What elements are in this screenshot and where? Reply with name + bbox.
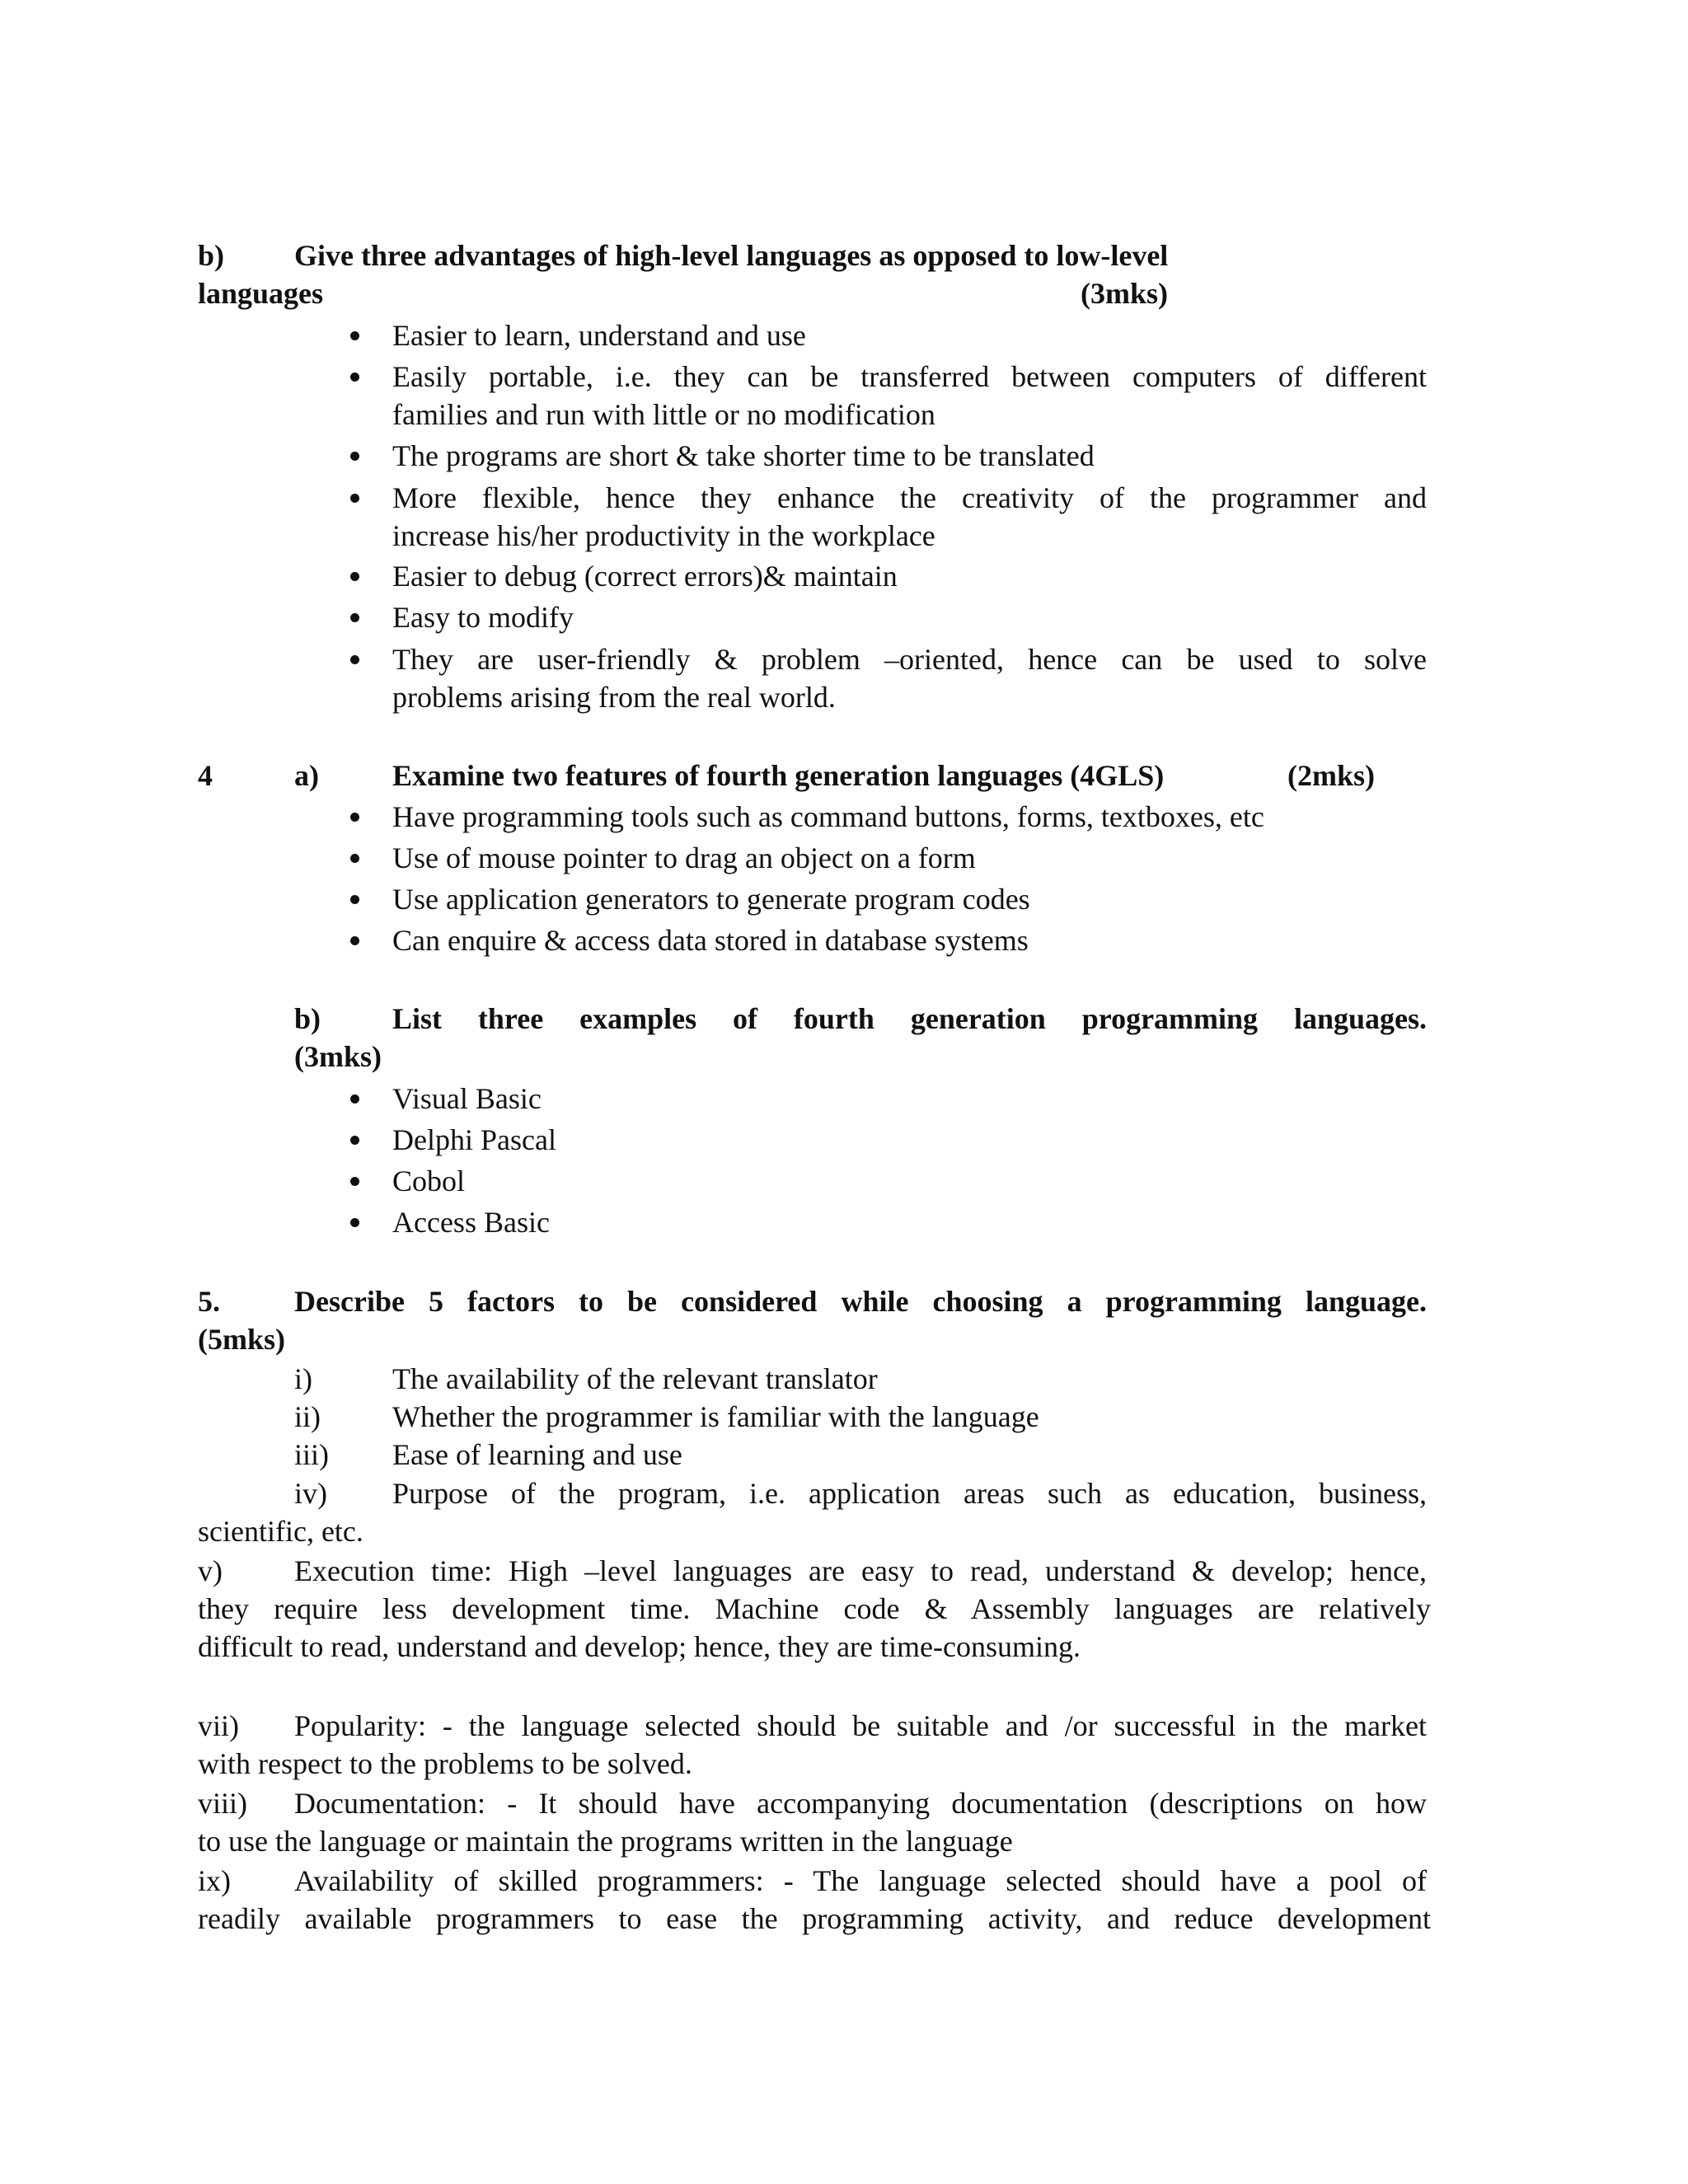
bullet-icon (350, 655, 359, 664)
q3b-label: b) (198, 239, 225, 272)
list-item: Have programming tools such as command buttons, forms, textboxes, etc (392, 800, 1264, 833)
list-item-continuation: problems arising from the real world. (392, 681, 836, 714)
list-item-continuation: increase his/her productivity in the workplace (392, 519, 935, 552)
q5-marks: (5mks) (198, 1323, 285, 1356)
bullet-icon (350, 613, 359, 622)
q3b-question-line1: Give three advantages of high-level languages as opposed to low-level (294, 239, 1169, 272)
q4b-marks: (3mks) (294, 1040, 382, 1073)
factor-text-continuation: scientific, etc. (198, 1515, 363, 1548)
factor-number: vii) (198, 1709, 239, 1742)
list-item: Can enquire & access data stored in database systems (392, 924, 1029, 957)
list-item: Visual Basic (392, 1082, 542, 1115)
q3b-question-line2: languages (198, 277, 324, 310)
factor-text: Execution time: High –level languages are easy to read, understand & develop; hence, (294, 1554, 1427, 1587)
list-item: Access Basic (392, 1206, 550, 1239)
bullet-icon (350, 854, 359, 863)
factor-text-continuation: readily available programmers to ease the programming activity, and reduce development (198, 1902, 1431, 1935)
list-item: Easily portable, i.e. they can be transferred between computers of different (392, 360, 1427, 393)
q3b-marks: (3mks) (1081, 277, 1168, 310)
list-item: Cobol (392, 1165, 466, 1197)
factor-text: Availability of skilled programmers: - The language selected should have a pool of (294, 1864, 1427, 1897)
list-item: The programs are short & take shorter time to be translated (392, 439, 1095, 472)
factor-number: i) (294, 1362, 312, 1395)
bullet-icon (350, 895, 359, 904)
factor-text: Popularity: - the language selected should be suitable and /or successful in the market (294, 1709, 1427, 1742)
factor-text: Whether the programmer is familiar with the language (392, 1400, 1039, 1433)
factor-number: v) (198, 1554, 223, 1587)
list-item: Easy to modify (392, 601, 574, 634)
bullet-icon (350, 452, 359, 461)
bullet-icon (350, 331, 359, 340)
list-item: Delphi Pascal (392, 1123, 556, 1156)
list-item: Use of mouse pointer to drag an object on a form (392, 841, 976, 874)
factor-text: Purpose of the program, i.e. application areas such as education, business, (392, 1477, 1427, 1510)
bullet-icon (350, 373, 359, 382)
q4b-question: List three examples of fourth generation programming languages. (392, 1002, 1427, 1035)
q4a-marks: (2mks) (1287, 759, 1375, 792)
bullet-icon (350, 1094, 359, 1104)
bullet-icon (350, 936, 359, 945)
factor-number: iii) (294, 1438, 329, 1471)
list-item: Use application generators to generate program codes (392, 883, 1030, 916)
factor-number: iv) (294, 1477, 327, 1510)
bullet-icon (350, 1136, 359, 1145)
factor-number: viii) (198, 1787, 247, 1820)
bullet-icon (350, 813, 359, 822)
factor-number: ii) (294, 1400, 321, 1433)
list-item: More flexible, hence they enhance the creativity of the programmer and (392, 481, 1427, 514)
bullet-icon (350, 494, 359, 503)
bullet-icon (350, 1218, 359, 1227)
list-item: Easier to learn, understand and use (392, 319, 806, 352)
factor-number: ix) (198, 1864, 231, 1897)
q5-number: 5. (198, 1285, 220, 1318)
factor-text-continuation: with respect to the problems to be solved. (198, 1747, 692, 1780)
q4b-label: b) (294, 1002, 321, 1035)
list-item-continuation: families and run with little or no modification (392, 398, 935, 431)
bullet-icon (350, 1177, 359, 1186)
factor-text-continuation: difficult to read, understand and develop; hence, they are time-consuming. (198, 1630, 1081, 1663)
q4a-question: Examine two features of fourth generation languages (4GLS) (392, 759, 1165, 792)
factor-text-continuation: to use the language or maintain the programs written in the language (198, 1825, 1013, 1858)
q4-number: 4 (198, 759, 213, 792)
factor-text: Documentation: - It should have accompanying documentation (descriptions on how (294, 1787, 1427, 1820)
list-item: They are user-friendly & problem –oriented, hence can be used to solve (392, 643, 1427, 676)
bullet-icon (350, 572, 359, 581)
q4a-label: a) (294, 759, 319, 792)
list-item: Easier to debug (correct errors)& maintain (392, 560, 898, 593)
q5-question: Describe 5 factors to be considered while choosing a programming language. (294, 1285, 1427, 1318)
factor-text: The availability of the relevant translator (392, 1362, 878, 1395)
factor-text: Ease of learning and use (392, 1438, 682, 1471)
factor-text-continuation: they require less development time. Machine code & Assembly languages are relatively (198, 1592, 1431, 1625)
